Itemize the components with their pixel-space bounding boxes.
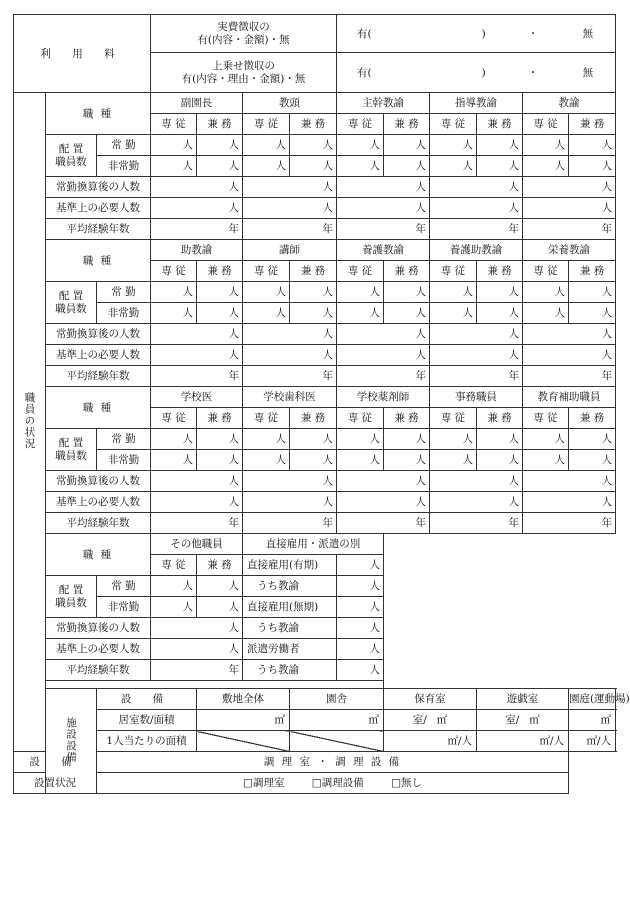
dedicated-header: 専 従 [337,114,384,135]
years-cell[interactable]: 年 [243,219,337,240]
spacer [46,681,384,689]
count-cell[interactable]: 人 [430,282,477,303]
count-cell[interactable]: 人 [197,450,243,471]
required-label: 基準上の必要人数 [46,345,151,366]
facility-col: 園庭(運動場) [569,689,616,710]
fee-surcharge-desc: 上乗せ徴収の 有(内容・理由・金額)・無 [151,53,337,93]
dedicated-header: 専 従 [337,408,384,429]
status-options [97,773,569,794]
count-cell[interactable]: 人 [197,597,243,618]
dedicated-header: 専 従 [337,261,384,282]
job-name: 栄養教諭 [523,240,616,261]
concurrent-header: 兼 務 [477,114,523,135]
dedicated-header: 専 従 [430,114,477,135]
avg-years-label: 平均経験年数 [46,219,151,240]
converted-label: 常勤換算後の人数 [46,471,151,492]
dedicated-header: 専 従 [523,114,569,135]
facility-col: 敷地全体 [197,689,290,710]
employment-count[interactable]: 人 [337,555,384,576]
count-cell[interactable]: 人 [197,576,243,597]
total-cell[interactable]: 人 [151,618,243,639]
count-cell[interactable]: 人 [384,450,430,471]
count-cell[interactable]: 人 [384,303,430,324]
years-cell[interactable]: 年 [523,366,616,387]
blank-area [384,534,616,689]
concurrent-header: 兼 務 [384,261,430,282]
count-cell[interactable]: 人 [337,135,384,156]
fee-actual-cost-desc: 実費徴収の 有(内容・金額)・無 [151,15,337,53]
total-cell[interactable]: 人 [243,471,337,492]
converted-label: 常勤換算後の人数 [46,618,151,639]
count-cell[interactable]: 人 [523,156,569,177]
years-cell[interactable]: 年 [243,513,337,534]
count-cell[interactable]: 人 [569,450,616,471]
cooking-equipment-label: 設 備 [14,752,97,773]
count-cell[interactable]: 人 [337,429,384,450]
count-cell[interactable]: 人 [430,156,477,177]
employment-count[interactable]: 人 [337,660,384,681]
converted-label: 常勤換算後の人数 [46,177,151,198]
count-cell[interactable]: 人 [430,450,477,471]
count-cell[interactable]: 人 [523,450,569,471]
total-cell[interactable]: 人 [337,198,430,219]
total-cell[interactable]: 人 [430,177,523,198]
job-name: 学校医 [151,387,243,408]
count-cell[interactable]: 人 [523,282,569,303]
required-label: 基準上の必要人数 [46,198,151,219]
total-cell[interactable]: 人 [243,198,337,219]
count-cell[interactable]: 人 [384,156,430,177]
count-cell[interactable]: 人 [290,135,337,156]
years-cell[interactable]: 年 [430,513,523,534]
parttime-label: 非常勤 [97,597,151,618]
fee-surcharge-field[interactable]: 有( ) ・ 無 [337,53,616,93]
count-cell[interactable]: 人 [151,303,197,324]
checkbox-none[interactable]: □無し [391,777,422,789]
count-cell[interactable]: 人 [569,135,616,156]
years-cell[interactable]: 年 [337,513,430,534]
count-cell[interactable]: 人 [569,429,616,450]
years-cell[interactable]: 年 [523,513,616,534]
total-cell[interactable]: 人 [430,492,523,513]
area-cell[interactable]: ㎡ [197,710,290,731]
job-name: 主幹教諭 [337,93,430,114]
count-cell[interactable]: 人 [243,303,290,324]
concurrent-header: 兼 務 [197,408,243,429]
job-name: 事務職員 [430,387,523,408]
total-cell[interactable]: 人 [243,177,337,198]
total-cell[interactable]: 人 [337,324,430,345]
concurrent-header: 兼 務 [290,408,337,429]
facility-form-table [13,14,630,794]
form-sheet [13,14,630,794]
dedicated-header: 専 従 [151,114,197,135]
concurrent-header: 兼 務 [477,261,523,282]
count-cell[interactable]: 人 [477,135,523,156]
count-cell[interactable]: 人 [477,156,523,177]
job-name: その他職員 [151,534,243,555]
count-cell[interactable]: 人 [197,156,243,177]
count-cell[interactable]: 人 [384,135,430,156]
job-name: 助教諭 [151,240,243,261]
dedicated-header: 専 従 [523,261,569,282]
rooms-area-cell[interactable]: 室/ ㎡ [384,710,477,731]
employment-label: 派遣労働者 [243,639,337,660]
total-cell[interactable]: 人 [430,345,523,366]
count-cell[interactable]: 人 [290,303,337,324]
count-cell[interactable]: 人 [337,282,384,303]
dedicated-header: 専 従 [151,408,197,429]
count-cell[interactable]: 人 [477,282,523,303]
count-cell[interactable]: 人 [151,156,197,177]
count-cell[interactable]: 人 [430,429,477,450]
rooms-area-label: 居室数/面積 [97,710,197,731]
employment-label: うち教諭 [243,660,337,681]
count-cell[interactable]: 人 [290,156,337,177]
job-name: 学校歯科医 [243,387,337,408]
parttime-label: 非常勤 [97,450,151,471]
count-cell[interactable]: 人 [523,135,569,156]
placed-staff-label: 配 置 職員数 [46,429,97,471]
concurrent-header: 兼 務 [197,555,243,576]
count-cell[interactable]: 人 [151,429,197,450]
total-cell[interactable]: 人 [523,345,616,366]
staff-section-label: 職員の状況 [14,93,46,752]
total-cell[interactable]: 人 [243,345,337,366]
employment-header: 直接雇用・派遣の別 [243,534,384,555]
count-cell[interactable]: 人 [290,429,337,450]
total-cell[interactable]: 人 [337,471,430,492]
years-cell[interactable]: 年 [430,219,523,240]
job-name: 養護教諭 [337,240,430,261]
count-cell[interactable]: 人 [197,303,243,324]
fulltime-label: 常 勤 [97,135,151,156]
job-name: 教育補助職員 [523,387,616,408]
employment-label: 直接雇用(有期) [243,555,337,576]
count-cell[interactable]: 人 [151,135,197,156]
count-cell[interactable]: 人 [151,576,197,597]
count-cell[interactable]: 人 [569,156,616,177]
total-cell[interactable]: 人 [430,324,523,345]
required-label: 基準上の必要人数 [46,639,151,660]
years-cell[interactable]: 年 [430,366,523,387]
count-cell[interactable]: 人 [337,450,384,471]
concurrent-header: 兼 務 [477,408,523,429]
per-person-label: 1人当たりの面積 [97,731,197,752]
count-cell[interactable]: 人 [569,303,616,324]
total-cell[interactable]: 人 [430,198,523,219]
cooking-equipment-value: 調 理 室 ・ 調 理 設 備 [97,752,569,773]
count-cell[interactable]: 人 [384,429,430,450]
fee-label: 利 用 料 [14,15,151,93]
count-cell[interactable]: 人 [569,282,616,303]
total-cell[interactable]: 人 [243,324,337,345]
employment-label: 直接雇用(無期) [243,597,337,618]
dedicated-header: 専 従 [243,114,290,135]
count-cell[interactable]: 人 [384,282,430,303]
na-cell [290,731,384,752]
total-cell[interactable]: 人 [151,198,243,219]
facility-section-label: 施設設備 [46,689,97,794]
count-cell[interactable]: 人 [337,156,384,177]
total-cell[interactable]: 人 [151,177,243,198]
years-cell[interactable]: 年 [151,366,243,387]
total-cell[interactable]: 人 [523,177,616,198]
count-cell[interactable]: 人 [151,450,197,471]
dedicated-header: 専 従 [243,261,290,282]
years-cell[interactable]: 年 [151,660,243,681]
employment-label: うち教諭 [243,576,337,597]
job-label-1: 職 種 [46,93,151,135]
count-cell[interactable]: 人 [243,429,290,450]
count-cell[interactable]: 人 [290,282,337,303]
count-cell[interactable]: 人 [290,450,337,471]
total-cell[interactable]: 人 [151,345,243,366]
count-cell[interactable]: 人 [243,135,290,156]
total-cell[interactable]: 人 [243,492,337,513]
concurrent-header: 兼 務 [569,408,616,429]
employment-count[interactable]: 人 [337,639,384,660]
job-name: 教諭 [523,93,616,114]
count-cell[interactable]: 人 [151,282,197,303]
total-cell[interactable]: 人 [337,177,430,198]
dedicated-header: 専 従 [151,555,197,576]
count-cell[interactable]: 人 [430,303,477,324]
rooms-area-cell[interactable]: 室/ ㎡ [477,710,569,731]
total-cell[interactable]: 人 [151,471,243,492]
concurrent-header: 兼 務 [290,261,337,282]
years-cell[interactable]: 年 [151,513,243,534]
concurrent-header: 兼 務 [197,261,243,282]
total-cell[interactable]: 人 [430,471,523,492]
fulltime-label: 常 勤 [97,576,151,597]
employment-label: うち教諭 [243,618,337,639]
per-person-cell[interactable]: ㎡/人 [569,731,616,752]
concurrent-header: 兼 務 [569,114,616,135]
dedicated-header: 専 従 [430,408,477,429]
count-cell[interactable]: 人 [197,429,243,450]
count-cell[interactable]: 人 [523,429,569,450]
years-cell[interactable]: 年 [243,366,337,387]
avg-years-label: 平均経験年数 [46,366,151,387]
count-cell[interactable]: 人 [197,135,243,156]
count-cell[interactable]: 人 [337,303,384,324]
facility-col: 園舎 [290,689,384,710]
dedicated-header: 専 従 [430,261,477,282]
total-cell[interactable]: 人 [337,345,430,366]
per-person-cell[interactable]: ㎡/人 [477,731,569,752]
required-label: 基準上の必要人数 [46,492,151,513]
count-cell[interactable]: 人 [523,303,569,324]
job-name: 副園長 [151,93,243,114]
employment-count[interactable]: 人 [337,597,384,618]
count-cell[interactable]: 人 [430,135,477,156]
job-name: 講師 [243,240,337,261]
avg-years-label: 平均経験年数 [46,513,151,534]
years-cell[interactable]: 年 [337,219,430,240]
fee-actual-cost-field[interactable]: 有( ) ・ 無 [337,15,616,53]
count-cell[interactable]: 人 [243,450,290,471]
per-person-cell[interactable]: ㎡/人 [384,731,477,752]
job-label-3: 職 種 [46,387,151,429]
area-cell[interactable]: ㎡ [290,710,384,731]
facility-col: 保育室 [384,689,477,710]
checkbox-cooking-equipment[interactable]: □調理設備 [311,777,364,789]
dedicated-header: 専 従 [523,408,569,429]
placed-staff-label: 配 置 職員数 [46,576,97,618]
placed-staff-label: 配 置 職員数 [46,135,97,177]
count-cell[interactable]: 人 [477,303,523,324]
total-cell[interactable]: 人 [523,471,616,492]
avg-years-label: 平均経験年数 [46,660,151,681]
years-cell[interactable]: 年 [337,366,430,387]
fulltime-label: 常 勤 [97,429,151,450]
concurrent-header: 兼 務 [197,114,243,135]
count-cell[interactable]: 人 [243,282,290,303]
job-label-2: 職 種 [46,240,151,282]
placed-staff-label: 配 置 職員数 [46,282,97,324]
total-cell[interactable]: 人 [523,324,616,345]
total-cell[interactable]: 人 [151,639,243,660]
total-cell[interactable]: 人 [337,492,430,513]
job-name: 養護助教諭 [430,240,523,261]
count-cell[interactable]: 人 [477,429,523,450]
na-cell [197,731,290,752]
job-name: 学校薬剤師 [337,387,430,408]
employment-count[interactable]: 人 [337,618,384,639]
count-cell[interactable]: 人 [477,450,523,471]
count-cell[interactable]: 人 [243,156,290,177]
years-cell[interactable]: 年 [151,219,243,240]
concurrent-header: 兼 務 [569,261,616,282]
total-cell[interactable]: 人 [523,198,616,219]
dedicated-header: 専 従 [151,261,197,282]
facility-col: 遊戯室 [477,689,569,710]
count-cell[interactable]: 人 [151,597,197,618]
employment-count[interactable]: 人 [337,576,384,597]
job-label-4: 職 種 [46,534,151,576]
concurrent-header: 兼 務 [290,114,337,135]
fulltime-label: 常 勤 [97,282,151,303]
total-cell[interactable]: 人 [523,492,616,513]
equipment-label: 設 備 [97,689,197,710]
total-cell[interactable]: 人 [151,492,243,513]
job-name: 教頭 [243,93,337,114]
parttime-label: 非常勤 [97,303,151,324]
concurrent-header: 兼 務 [384,114,430,135]
years-cell[interactable]: 年 [523,219,616,240]
status-label: 設置状況 [14,773,97,794]
concurrent-header: 兼 務 [384,408,430,429]
total-cell[interactable]: 人 [151,324,243,345]
converted-label: 常勤換算後の人数 [46,324,151,345]
job-name: 指導教諭 [430,93,523,114]
count-cell[interactable]: 人 [197,282,243,303]
area-cell[interactable]: ㎡ [569,710,616,731]
dedicated-header: 専 従 [243,408,290,429]
checkbox-cooking-room[interactable]: □調理室 [243,777,285,789]
parttime-label: 非常勤 [97,156,151,177]
